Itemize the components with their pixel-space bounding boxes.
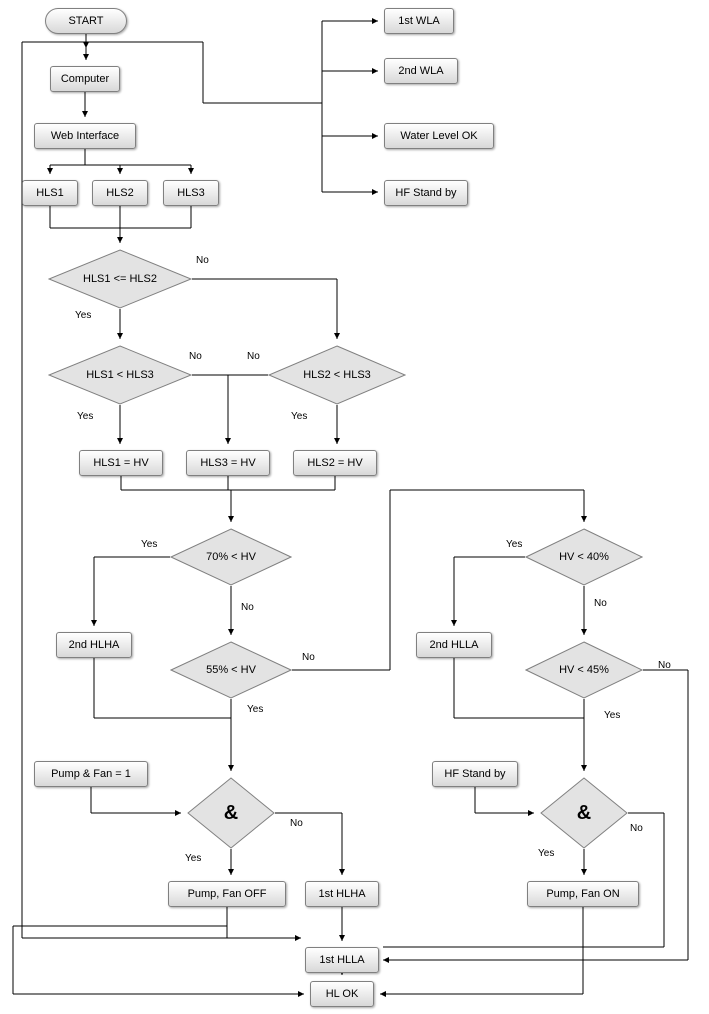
decision-hv-lt-45[interactable] [525, 641, 643, 699]
node-1st-hlha[interactable] [305, 881, 379, 907]
node-hf-stand-by-top[interactable] [384, 180, 468, 206]
edge-label-no: No [594, 598, 607, 609]
edge-label-yes: Yes [538, 848, 555, 859]
decision-hv-gt-70[interactable] [170, 528, 292, 586]
node-hls2-hv[interactable] [293, 450, 377, 476]
node-label: Pump, Fan OFF [187, 887, 267, 900]
node-2nd-hlla[interactable] [416, 632, 492, 658]
node-label: 70% < HV [206, 550, 256, 563]
node-label: 2nd HLLA [429, 638, 479, 651]
node-hl-ok[interactable] [310, 981, 374, 1007]
node-label: HLS1 < HLS3 [86, 368, 154, 381]
node-computer[interactable] [50, 66, 120, 92]
edge-label-no: No [630, 823, 643, 834]
edge-label-no: No [241, 602, 254, 613]
node-label: 1st HLHA [318, 887, 366, 900]
node-label: 2nd HLHA [68, 638, 120, 651]
node-hf-stand-by-bottom[interactable] [432, 761, 518, 787]
node-label: Pump, Fan ON [546, 887, 620, 900]
node-label: HLS2 [106, 186, 134, 199]
node-label: HLS1 [36, 186, 64, 199]
node-label: HLS3 = HV [200, 456, 256, 469]
edge-label-no: No [658, 660, 671, 671]
decision-hls2-lt-hls3[interactable] [268, 345, 406, 405]
node-label: 2nd WLA [398, 64, 444, 77]
decision-hv-gt-55[interactable] [170, 641, 292, 699]
node-hls1-hv[interactable] [79, 450, 163, 476]
node-pump-fan-on[interactable] [527, 881, 639, 907]
node-hls1[interactable] [22, 180, 78, 206]
node-1st-wla[interactable] [384, 8, 454, 34]
edge-label-no: No [290, 818, 303, 829]
node-1st-hlla[interactable] [305, 947, 379, 973]
node-label: HF Stand by [444, 767, 506, 780]
edge-label-yes: Yes [604, 710, 621, 721]
node-label: HV < 45% [559, 663, 609, 676]
node-water-level-ok[interactable] [384, 123, 494, 149]
node-label: Water Level OK [400, 129, 478, 142]
decision-and-right[interactable] [540, 777, 628, 849]
edge-label-no: No [247, 351, 260, 362]
decision-hv-lt-40[interactable] [525, 528, 643, 586]
node-label: 1st HLLA [319, 953, 365, 966]
node-label: Pump & Fan = 1 [51, 767, 131, 780]
edge-label-yes: Yes [77, 411, 94, 422]
node-pump-fan-off[interactable] [168, 881, 286, 907]
node-label: HV < 40% [559, 550, 609, 563]
edge-label-no: No [302, 652, 315, 663]
node-label: HLS1 <= HLS2 [83, 272, 157, 285]
node-label: START [68, 14, 104, 27]
node-label: 55% < HV [206, 663, 256, 676]
node-start[interactable] [45, 8, 127, 34]
node-label: Computer [60, 72, 110, 85]
node-label: HLS2 = HV [307, 456, 363, 469]
edge-label-yes: Yes [185, 853, 202, 864]
edge-label-no: No [196, 255, 209, 266]
node-label: HLS3 [177, 186, 205, 199]
node-label: HLS1 = HV [93, 456, 149, 469]
node-label: HLS2 < HLS3 [303, 368, 371, 381]
edge-label-yes: Yes [291, 411, 308, 422]
node-label: & [223, 802, 239, 824]
node-label: HF Stand by [395, 186, 457, 199]
node-hls3-hv[interactable] [186, 450, 270, 476]
edge-label-yes: Yes [75, 310, 92, 321]
decision-and-left[interactable] [187, 777, 275, 849]
decision-hls1-le-hls2[interactable] [48, 249, 192, 309]
decision-hls1-lt-hls3[interactable] [48, 345, 192, 405]
edge-label-yes: Yes [506, 539, 523, 550]
node-2nd-wla[interactable] [384, 58, 458, 84]
node-label: & [576, 802, 592, 824]
node-hls3[interactable] [163, 180, 219, 206]
node-label: Web Interface [50, 129, 120, 142]
edge-label-no: No [189, 351, 202, 362]
node-2nd-hlha[interactable] [56, 632, 132, 658]
edge-label-yes: Yes [141, 539, 158, 550]
node-hls2[interactable] [92, 180, 148, 206]
node-label: 1st WLA [398, 14, 440, 27]
edge-label-yes: Yes [247, 704, 264, 715]
node-pump-fan-1[interactable] [34, 761, 148, 787]
node-label: HL OK [325, 987, 359, 1000]
node-web-interface[interactable] [34, 123, 136, 149]
